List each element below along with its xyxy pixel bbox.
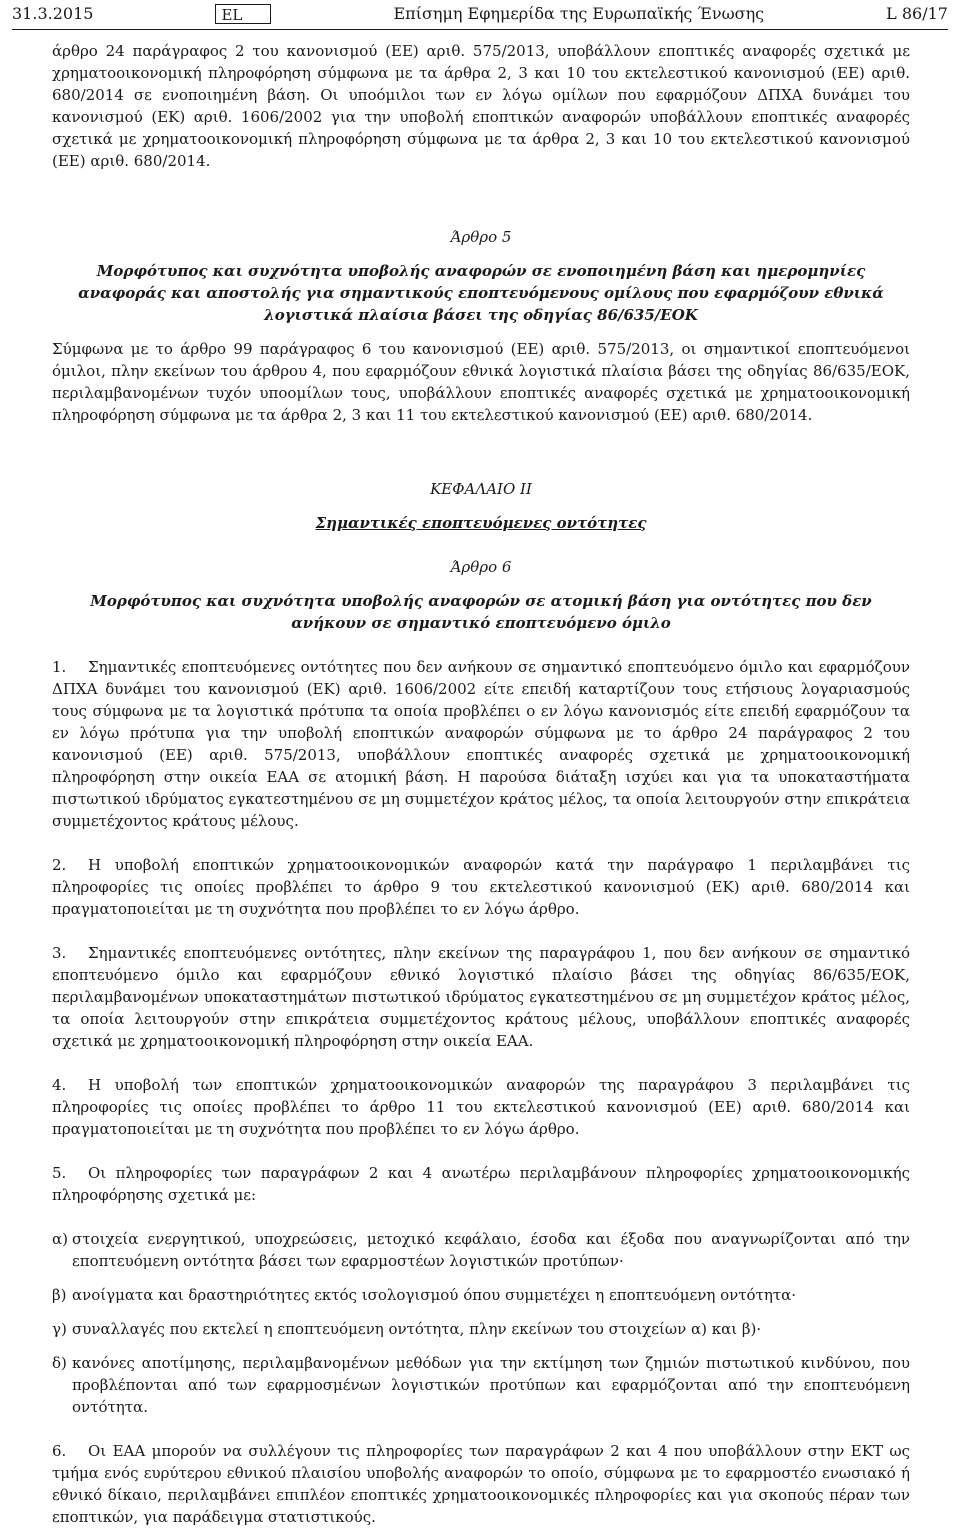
article-6-paragraph [52,942,910,1052]
list-item-label: δ) [52,1354,67,1372]
list-item-label: α) [52,1230,68,1248]
publication-date: 31.3.2015 [12,4,94,23]
article-6-paragraph [52,1074,910,1140]
paragraph-number: 3. [52,944,67,962]
list-item-label: γ) [52,1320,67,1338]
article-6-paragraph [52,656,910,832]
chapter-title: Σημαντικές εποπτευόμενες οντότητες [315,514,647,532]
list-item-text: στοιχεία ενεργητικού, υποχρεώσεις, μετοχικό κεφάλαιο, έσοδα και έξοδα που αναγνωρίζονται από την εποπτευόμενη οντότητα βάσει των εφαρμοστέων λογιστικών προτύπων· [72,1230,910,1270]
paragraph-text: Η υποβολή των εποπτικών χρηματοοικονομικών αναφορών της παραγράφου 3 περιλαμβάνει τις πληροφορίες τις οποίες προβλέπει το άρθρο 11 του εκτελεστικού κανονισμού (ΕΕ) αριθ. 680/2014 και πραγματοποιείται με τη συχνότητα που προβλέπει το εν λόγω άρθρο. [52,1076,910,1138]
list-item [52,1352,910,1418]
language-code: EL [215,4,271,24]
article-6-label: Άρθρο 6 [450,558,512,576]
paragraph-text: Η υποβολή εποπτικών χρηματοοικονομικών αναφορών κατά την παράγραφο 1 περιλαμβάνει τις πληροφορίες τις οποίες προβλέπει το άρθρο 9 του εκτελεστικού κανονισμού (ΕΚ) αριθ. 680/2014 και πραγματοποιείται με τη συχνότητα που προβλέπει το εν λόγω άρθρο. [52,856,910,918]
list-item [52,1228,910,1272]
list-item-text: ανοίγματα και δραστηριότητες εκτός ισολογισμού όπου συμμετέχει η εποπτευόμενη οντότητα· [72,1286,797,1304]
header-rule [12,29,948,30]
document-body [52,40,910,1528]
article-5-label: Άρθρο 5 [450,228,512,246]
intro-paragraph: άρθρο 24 παράγραφος 2 του κανονισμού (ΕΕ) αριθ. 575/2013, υποβάλλουν εποπτικές αναφορές σχετικά με χρηματοοικονομική πληροφόρηση σύμφωνα με τα άρθρα 2, 3 και 10 του εκτελεστικού κανονισμού (ΕΕ) αριθ. 680/2014 σε ενοποιημένη βάση. Οι υποόμιλοι των εν λόγω ομίλων που εφαρμόζουν ΔΠΧΑ δυνάμει του κανονισμού (ΕΚ) αριθ. 1606/2002 για την υποβολή εποπτικών αναφορών υποβάλλουν εποπτικές αναφορές σχετικά με χρηματοοικονομική πληροφόρηση σύμφωνα με τα άρθρα 2, 3 και 10 του εκτελεστικού κανονισμού (ΕΕ) αριθ. 680/2014. [52,42,910,170]
paragraph-text: Σημαντικές εποπτευόμενες οντότητες που δεν ανήκουν σε σημαντικό εποπτευόμενο όμιλο και εφαρμόζουν ΔΠΧΑ δυνάμει του κανονισμού (ΕΚ) αριθ. 1606/2002 είτε επειδή καταρτίζουν τους ετήσιους λογαριασμούς τους σύμφωνα με τα λογιστικά πρότυπα τα οποία προβλέπει ο εν λόγω κανονισμός είτε επειδή εφαρμόζουν τα εν λόγω πρότυπα για την υποβολή εποπτικών αναφορών σύμφωνα με το άρθρο 24 παράγραφος 2 του κανονισμού (ΕΕ) αριθ. 575/2013, υποβάλλουν εποπτικές αναφορές σχετικά με χρηματοοικονομική πληροφόρηση στην οικεία ΕΑΑ σε ατομική βάση. Η παρούσα διάταξη ισχύει και για τα υποκαταστήματα πιστωτικού ιδρύματος εγκατεστημένου σε μη συμμετέχον κράτος μέλος, τα οποία λειτουργούν στην επικράτεια συμμετέχοντος κράτους μέλους. [52,658,910,830]
paragraph-number: 6. [52,1442,67,1460]
list-item-label: β) [52,1286,67,1304]
chapter-label: ΚΕΦΑΛΑΙΟ II [430,480,532,498]
paragraph-number: 2. [52,856,67,874]
list-item [52,1284,910,1306]
list-item-text: κανόνες αποτίμησης, περιλαμβανομένων μεθόδων για την εκτίμηση των ζημιών πιστωτικού κινδύνου, που προβλέπονται από των εφαρμοσμένων λογιστικών προτύπων και εφαρμόζονται από την εποπτευόμενη οντότητα. [72,1354,910,1416]
page-reference: L 86/17 [886,4,948,23]
paragraph-text: Οι πληροφορίες των παραγράφων 2 και 4 ανωτέρω περιλαμβάνουν πληροφορίες χρηματοοικονομικής πληροφόρησης σχετικά με: [52,1164,910,1204]
paragraph-text: Οι ΕΑΑ μπορούν να συλλέγουν τις πληροφορίες των παραγράφων 2 και 4 που υποβάλλουν στην ΕΚΤ ως τμήμα ενός ευρύτερου εθνικού πλαισίου υποβολής αναφορών το οποίο, σύμφωνα με το εφαρμοστέο ενωσιακό ή εθνικό δίκαιο, περιλαμβάνει επιπλέον εποπτικές χρηματοοικονομικές πληροφορίες και για σκοπούς πέραν των εποπτικών, για παράδειγμα στατιστικούς. [52,1442,910,1526]
paragraph-text: Σημαντικές εποπτευόμενες οντότητες, πλην εκείνων της παραγράφου 1, που δεν ανήκουν σε σημαντικό εποπτευόμενο όμιλο και εφαρμόζουν εθνικό λογιστικό πλαίσιο βάσει της οδηγίας 86/635/ΕΟΚ, περιλαμβανομένων υποκαταστημάτων πιστωτικού ιδρύματος εγκατεστημένου σε μη συμμετέχον κράτος μέλος, τα οποία λειτουργούν στην επικράτεια συμμετέχοντος κράτους μέλους, υποβάλλουν εποπτικές αναφορές σχετικά με χρηματοοικονομική πληροφόρηση στην οικεία ΕΑΑ. [52,944,910,1050]
article-5-text: Σύμφωνα με το άρθρο 99 παράγραφος 6 του κανονισμού (ΕΕ) αριθ. 575/2013, οι σημαντικοί εποπτευόμενοι όμιλοι, πλην εκείνων του άρθρου 4, που εφαρμόζουν εθνικά λογιστικά πλαίσια βάσει της οδηγίας 86/635/ΕΟΚ, περιλαμβανομένων τυχόν υποομίλων τους, υποβάλλουν εποπτικές αναφορές σχετικά με χρηματοοικονομική πληροφόρηση σύμφωνα με τα άρθρα 2, 3 και 11 του εκτελεστικού κανονισμού (ΕΕ) αριθ. 680/2014. [52,340,910,424]
page-header [12,0,948,28]
article-5-title: Μορφότυπος και συχνότητα υποβολής αναφορών σε ενοποιημένη βάση και ημερομηνίες αναφοράς και αποστολής για σημαντικούς εποπτευόμενους ομίλους που εφαρμόζουν εθνικά λογιστικά πλαίσια βάσει της οδηγίας 86/635/ΕΟΚ [78,262,884,324]
article-6-paragraph-6 [52,1440,910,1528]
article-6-paragraph [52,1162,910,1206]
article-6-title: Μορφότυπος και συχνότητα υποβολής αναφορών σε ατομική βάση για οντότητες που δεν ανήκουν σε σημαντικό εποπτευόμενο όμιλο [90,592,872,632]
list-item [52,1318,910,1340]
list-item-text: συναλλαγές που εκτελεί η εποπτευόμενη οντότητα, πλην εκείνων του στοιχείων α) και β)· [72,1320,762,1338]
paragraph-number: 1. [52,658,67,676]
article-6-paragraph [52,854,910,920]
article-6-paragraphs [52,656,910,1228]
paragraph-number: 4. [52,1076,67,1094]
journal-title: Επίσημη Εφημερίδα της Ευρωπαϊκής Ένωσης [393,4,765,23]
paragraph-number: 5. [52,1164,67,1182]
